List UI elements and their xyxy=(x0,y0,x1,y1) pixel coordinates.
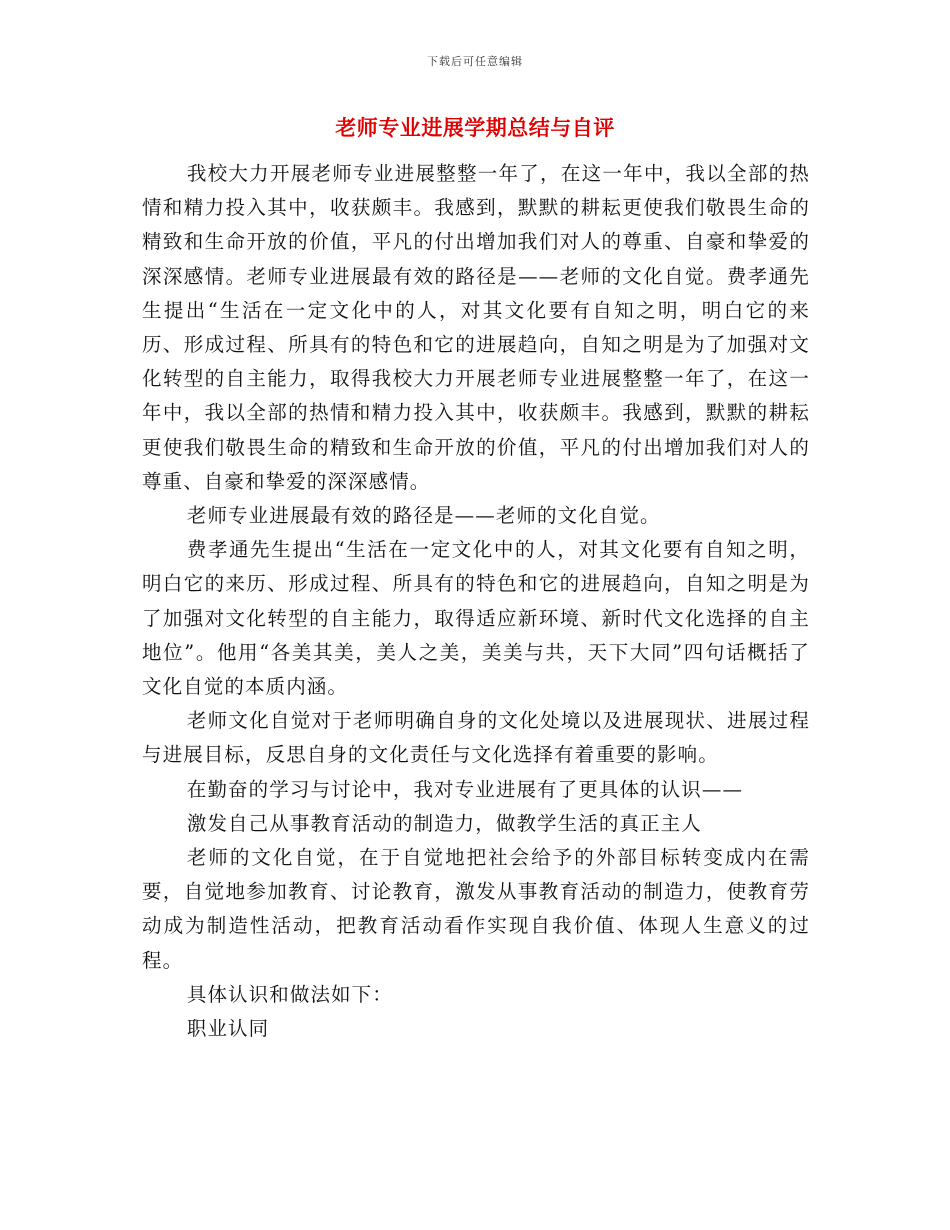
paragraph-3: 费孝通先生提出“生活在一定文化中的人，对其文化要有自知之明，明白它的来历、形成过程、所具有的特色和它的进展趋向，自知之明是为了加强对文化转型的自主能力，取得适应新环境、新时代文化选择的自主地位”。他用“各美其美，美人之美，美美与共，天下大同”四句话概括了文化自觉的本质内涵。 xyxy=(142,538,810,699)
page-header-note: 下载后可任意编辑 xyxy=(427,55,523,68)
document-title: 老师专业进展学期总结与自评 xyxy=(335,116,615,140)
paragraph-4: 老师文化自觉对于老师明确自身的文化处境以及进展现状、进展过程与进展目标，反思自身的文化责任与文化选择有着重要的影响。 xyxy=(142,709,810,767)
paragraph-6: 激发自己从事教育活动的制造力，做教学生活的真正主人 xyxy=(186,811,702,835)
paragraph-1: 我校大力开展老师专业进展整整一年了，在这一年中，我以全部的热情和精力投入其中，收获颇丰。我感到，默默的耕耘更使我们敬畏生命的精致和生命开放的价值，平凡的付出增加我们对人的尊重、自豪和挚爱的深深感情。老师专业进展最有效的路径是——老师的文化自觉。费孝通先生提出“生活在一定文化中的人，对其文化要有自知之明，明白它的来历、形成过程、所具有的特色和它的进展趋向，自知之明是为了加强对文化转型的自主能力，取得我校大力开展老师专业进展整整一年了，在这一年中，我以全部的热情和精力投入其中，收获颇丰。我感到，默默的耕耘更使我们敬畏生命的精致和生命开放的价值，平凡的付出增加我们对人的尊重、自豪和挚爱的深深感情。 xyxy=(142,162,810,493)
paragraph-5: 在勤奋的学习与讨论中，我对专业进展有了更具体的认识—— xyxy=(186,777,744,801)
paragraph-9: 职业认同 xyxy=(186,1017,270,1041)
paragraph-8: 具体认识和做法如下： xyxy=(186,982,393,1006)
document-body xyxy=(142,157,810,1046)
paragraph-2: 老师专业进展最有效的路径是——老师的文化自觉。 xyxy=(186,504,661,528)
paragraph-7: 老师的文化自觉，在于自觉地把社会给予的外部目标转变成内在需要，自觉地参加教育、讨论教育，激发从事教育活动的制造力，使教育劳动成为制造性活动，把教育活动看作实现自我价值、体现人生意义的过程。 xyxy=(142,846,810,972)
